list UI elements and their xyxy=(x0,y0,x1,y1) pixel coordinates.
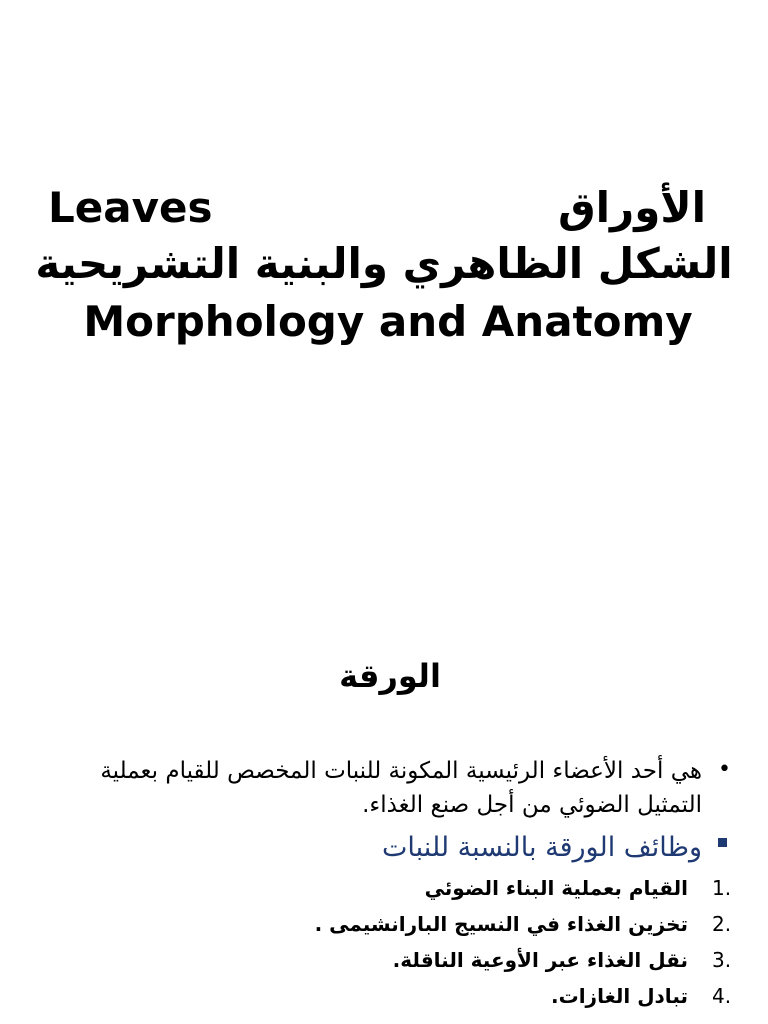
title-english-subtitle: Morphology and Anatomy xyxy=(83,297,693,346)
title-english-word: Leaves xyxy=(48,183,213,232)
list-item-number: 2. xyxy=(712,912,732,936)
list-item-text: تخزين الغذاء في النسيج البارانشيمى . xyxy=(314,912,688,936)
list-item xyxy=(0,872,768,908)
functions-heading: وظائف الورقة بالنسبة للنبات xyxy=(382,832,702,863)
section-heading: الورقة xyxy=(339,657,441,695)
title-block xyxy=(0,180,768,346)
square-bullet-icon xyxy=(718,838,727,847)
title-arabic-word: الأوراق xyxy=(558,183,706,232)
list-item xyxy=(0,944,768,980)
list-item-number: 4. xyxy=(712,984,732,1008)
list-item-number: 1. xyxy=(712,876,732,900)
list-item-text: نقل الغذاء عبر الأوعية الناقلة. xyxy=(392,948,688,972)
title-arabic-subtitle: الشكل الظاهري والبنية التشريحية xyxy=(35,239,733,288)
list-item xyxy=(0,908,768,944)
list-item-number: 3. xyxy=(712,948,732,972)
list-item xyxy=(0,980,768,1016)
title-line-1 xyxy=(0,180,768,236)
functions-list xyxy=(0,872,768,1016)
list-item-text: القيام بعملية البناء الضوئي xyxy=(424,876,688,900)
list-item-text: تبادل الغازات. xyxy=(551,984,688,1008)
bullet-marker: • xyxy=(718,757,731,782)
definition-text: هي أحد الأعضاء الرئيسية المكونة للنبات المخصص للقيام بعملية التمثيل الضوئي من أجل صنع الغذاء. xyxy=(100,758,702,818)
